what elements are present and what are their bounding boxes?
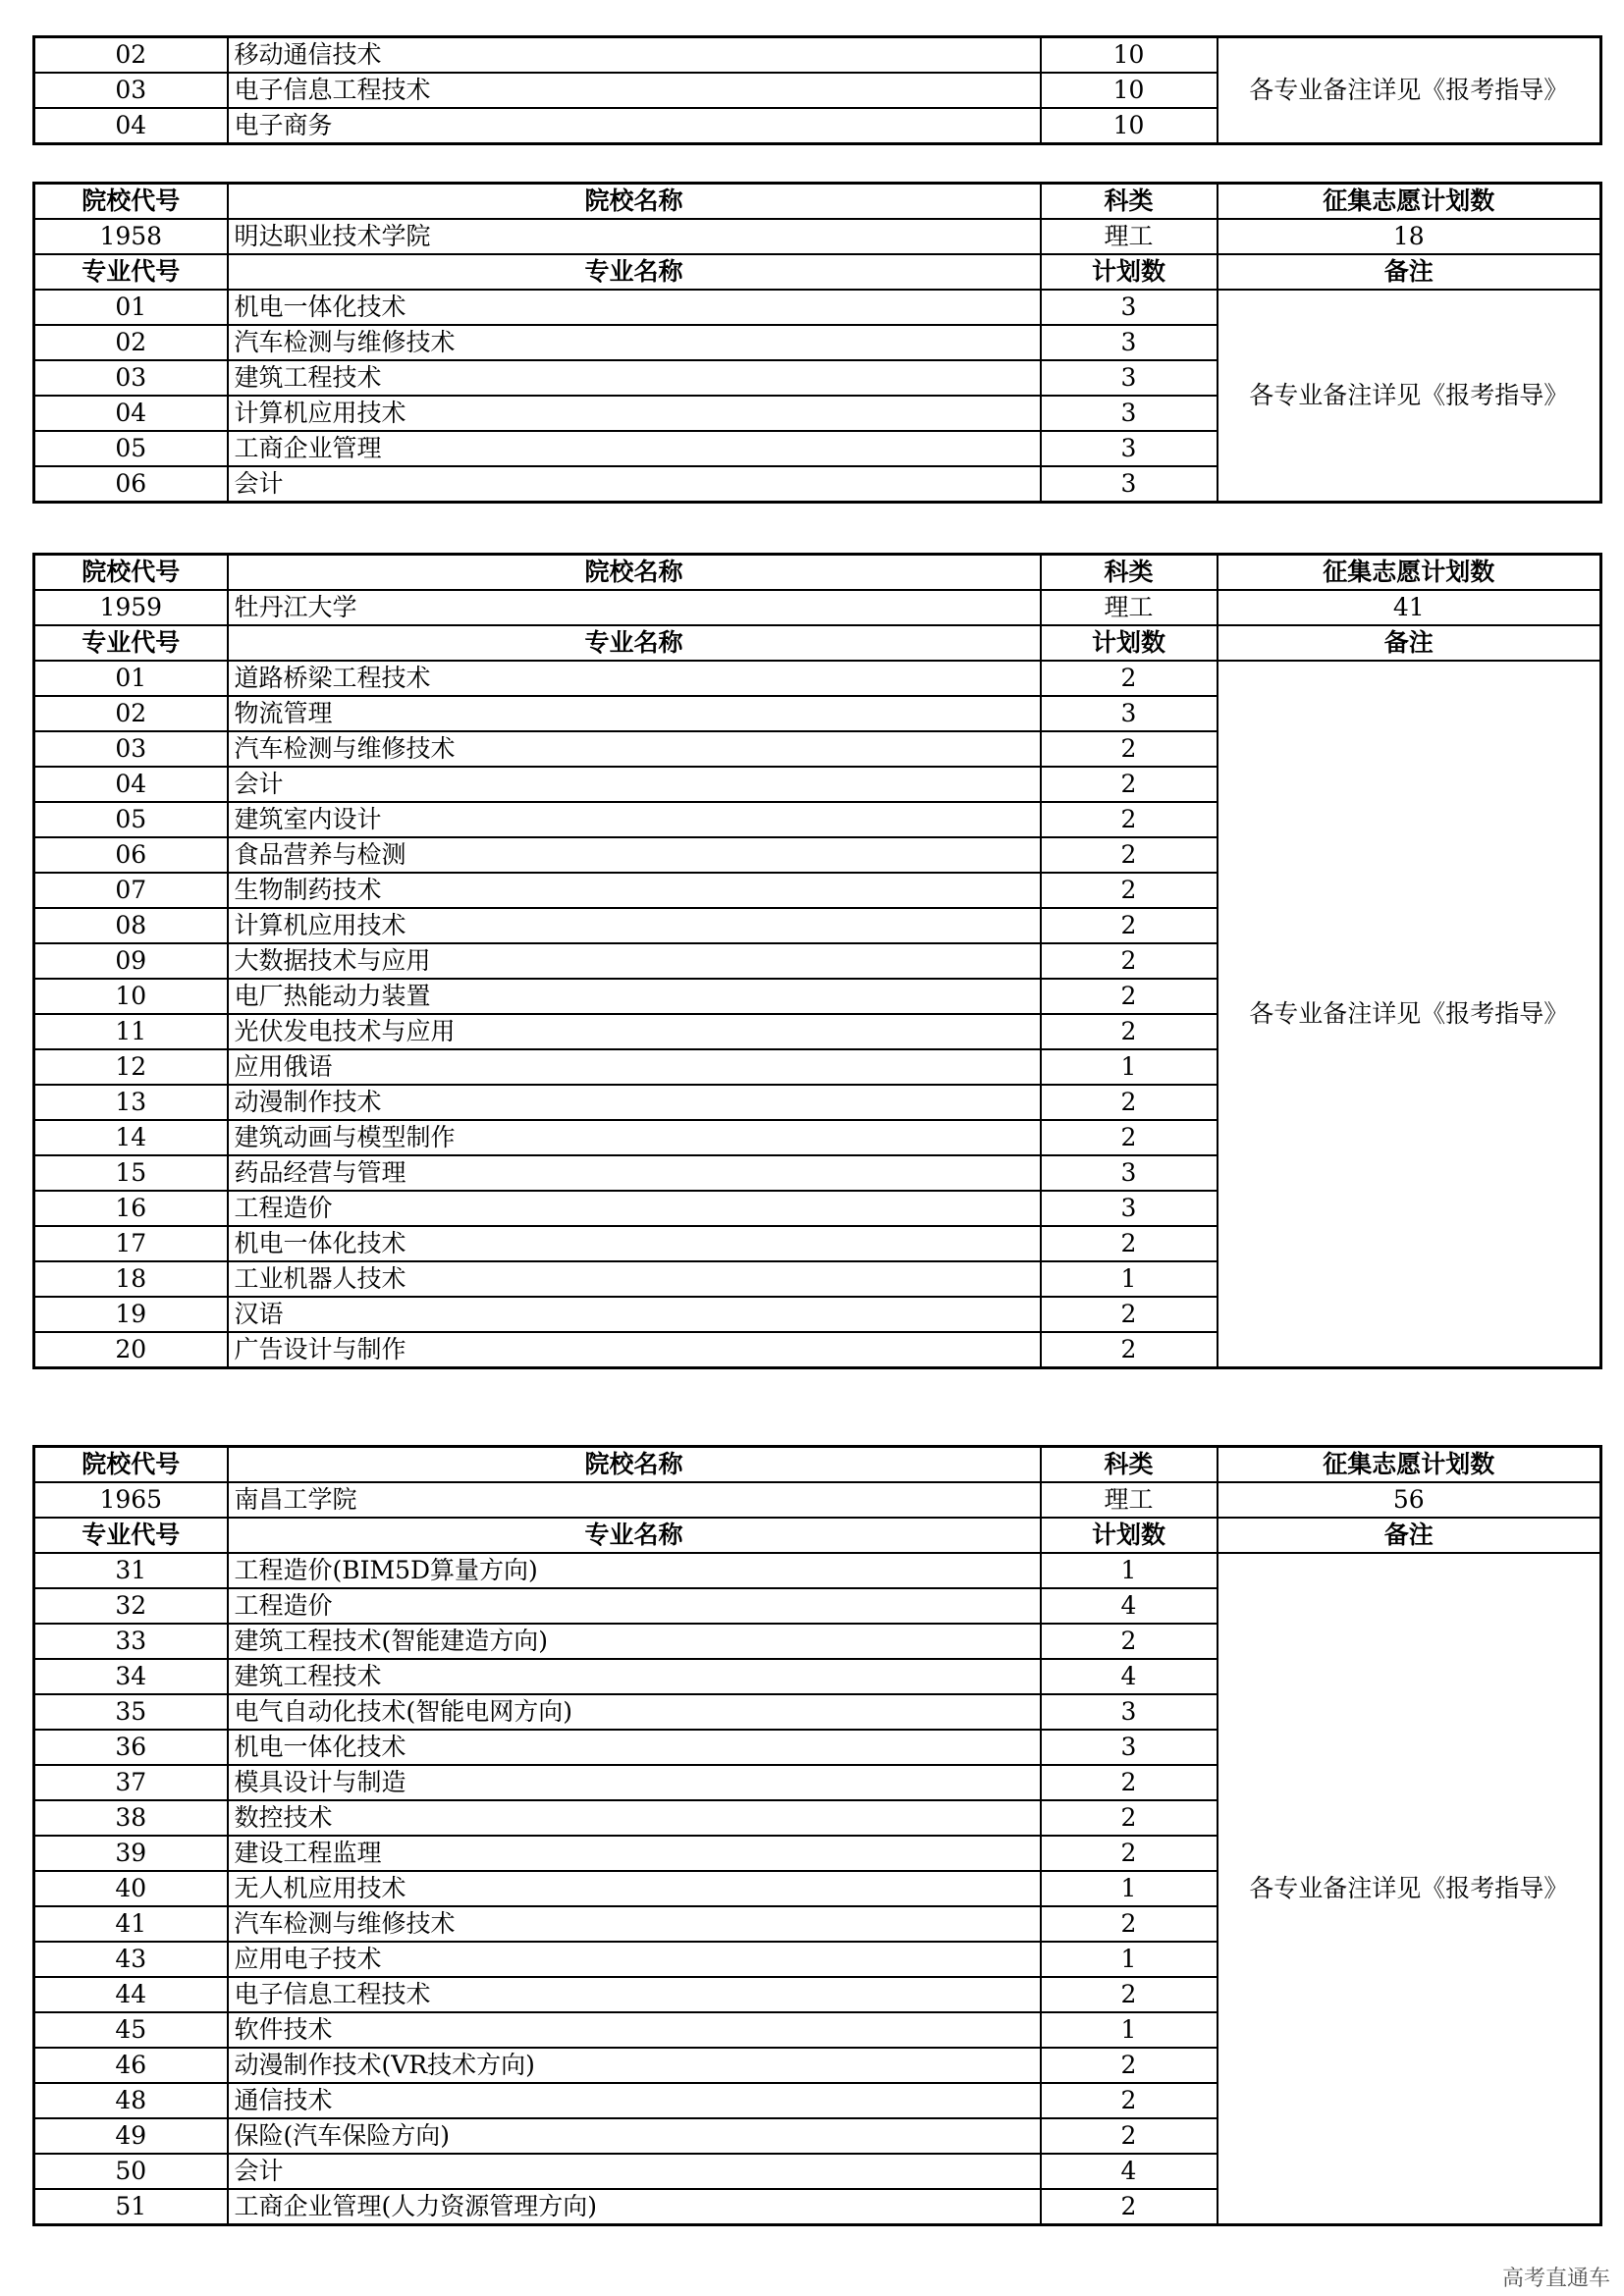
major-code: 37: [34, 1765, 228, 1800]
major-code: 08: [34, 908, 228, 943]
major-code: 20: [34, 1332, 228, 1368]
major-name: 汽车检测与维修技术: [228, 325, 1041, 360]
major-header-row: [34, 1518, 1601, 1553]
major-name: 汽车检测与维修技术: [228, 731, 1041, 767]
watermark-text: 高考直通车: [1501, 2267, 1610, 2291]
major-name: 建筑工程技术: [228, 360, 1041, 396]
major-code: 02: [34, 37, 228, 74]
major-code: 34: [34, 1659, 228, 1694]
major-name: 工程造价: [228, 1588, 1041, 1624]
major-plan: 1: [1041, 1049, 1218, 1085]
school-info-row: [34, 219, 1601, 254]
major-code: 45: [34, 2012, 228, 2048]
major-plan: 2: [1041, 731, 1218, 767]
major-name: 无人机应用技术: [228, 1871, 1041, 1906]
major-name: 软件技术: [228, 2012, 1041, 2048]
major-code: 36: [34, 1730, 228, 1765]
major-plan: 3: [1041, 466, 1218, 503]
major-code: 03: [34, 73, 228, 108]
major-plan: 1: [1041, 1942, 1218, 1977]
header-major-code: 专业代号: [34, 254, 228, 290]
major-plan: 2: [1041, 1836, 1218, 1871]
table-row: [34, 290, 1601, 325]
major-name: 食品营养与检测: [228, 837, 1041, 873]
header-category: 科类: [1041, 555, 1218, 591]
school-name: 南昌工学院: [228, 1482, 1041, 1518]
major-plan: 3: [1041, 1155, 1218, 1191]
school-category: 理工: [1041, 1482, 1218, 1518]
school-name: 牡丹江大学: [228, 590, 1041, 625]
major-code: 04: [34, 108, 228, 144]
major-plan: 1: [1041, 2012, 1218, 2048]
major-code: 11: [34, 1014, 228, 1049]
header-major-code: 专业代号: [34, 625, 228, 661]
major-plan: 2: [1041, 2189, 1218, 2225]
remark-note: 各专业备注详见《报考指导》: [1218, 1553, 1601, 2225]
major-name: 工程造价(BIM5D算量方向): [228, 1553, 1041, 1588]
major-name: 电厂热能动力装置: [228, 979, 1041, 1014]
major-plan: 2: [1041, 1906, 1218, 1942]
major-code: 39: [34, 1836, 228, 1871]
major-plan: 1: [1041, 1871, 1218, 1906]
major-name: 保险(汽车保险方向): [228, 2118, 1041, 2154]
major-name: 机电一体化技术: [228, 290, 1041, 325]
major-plan: 2: [1041, 1765, 1218, 1800]
major-code: 02: [34, 696, 228, 731]
school-header-row: [34, 555, 1601, 591]
header-category: 科类: [1041, 184, 1218, 220]
major-plan: 2: [1041, 1297, 1218, 1332]
major-code: 15: [34, 1155, 228, 1191]
header-major-name: 专业名称: [228, 254, 1041, 290]
header-remark: 备注: [1218, 254, 1601, 290]
major-code: 17: [34, 1226, 228, 1261]
major-header-row: [34, 254, 1601, 290]
major-code: 03: [34, 360, 228, 396]
major-name: 电气自动化技术(智能电网方向): [228, 1694, 1041, 1730]
school-category: 理工: [1041, 219, 1218, 254]
header-major-code: 专业代号: [34, 1518, 228, 1553]
major-plan: 4: [1041, 1659, 1218, 1694]
major-plan: 2: [1041, 1800, 1218, 1836]
major-plan: 3: [1041, 290, 1218, 325]
major-code: 03: [34, 731, 228, 767]
major-name: 工商企业管理: [228, 431, 1041, 466]
major-plan: 1: [1041, 1261, 1218, 1297]
remark-note: 各专业备注详见《报考指导》: [1218, 37, 1601, 144]
major-plan: 3: [1041, 1694, 1218, 1730]
major-name: 工程造价: [228, 1191, 1041, 1226]
major-code: 48: [34, 2083, 228, 2118]
major-code: 05: [34, 802, 228, 837]
school-code: 1958: [34, 219, 228, 254]
school-code: 1959: [34, 590, 228, 625]
school-table: [32, 1445, 1602, 2226]
major-header-row: [34, 625, 1601, 661]
major-plan: 3: [1041, 696, 1218, 731]
header-school-code: 院校代号: [34, 1447, 228, 1483]
header-school-name: 院校名称: [228, 184, 1041, 220]
major-name: 移动通信技术: [228, 37, 1041, 74]
major-name: 会计: [228, 767, 1041, 802]
school-table: [32, 35, 1602, 145]
major-code: 35: [34, 1694, 228, 1730]
major-plan: 3: [1041, 431, 1218, 466]
major-code: 07: [34, 873, 228, 908]
major-plan: 2: [1041, 908, 1218, 943]
major-name: 计算机应用技术: [228, 908, 1041, 943]
major-code: 41: [34, 1906, 228, 1942]
major-code: 51: [34, 2189, 228, 2225]
header-plan-total: 征集志愿计划数: [1218, 1447, 1601, 1483]
major-code: 16: [34, 1191, 228, 1226]
major-code: 32: [34, 1588, 228, 1624]
major-name: 汉语: [228, 1297, 1041, 1332]
header-school-name: 院校名称: [228, 1447, 1041, 1483]
major-name: 建筑工程技术: [228, 1659, 1041, 1694]
major-name: 建筑室内设计: [228, 802, 1041, 837]
major-name: 动漫制作技术(VR技术方向): [228, 2048, 1041, 2083]
remark-note: 各专业备注详见《报考指导》: [1218, 661, 1601, 1368]
major-name: 建筑工程技术(智能建造方向): [228, 1624, 1041, 1659]
major-plan: 10: [1041, 108, 1218, 144]
school-header-row: [34, 1447, 1601, 1483]
major-name: 电子信息工程技术: [228, 73, 1041, 108]
major-name: 计算机应用技术: [228, 396, 1041, 431]
major-code: 01: [34, 661, 228, 696]
school-code: 1965: [34, 1482, 228, 1518]
major-code: 50: [34, 2154, 228, 2189]
major-name: 道路桥梁工程技术: [228, 661, 1041, 696]
major-plan: 2: [1041, 873, 1218, 908]
header-major-name: 专业名称: [228, 625, 1041, 661]
major-name: 电子商务: [228, 108, 1041, 144]
school-info-row: [34, 590, 1601, 625]
school-plan-total: 18: [1218, 219, 1601, 254]
header-plan-total: 征集志愿计划数: [1218, 184, 1601, 220]
header-school-name: 院校名称: [228, 555, 1041, 591]
major-name: 工业机器人技术: [228, 1261, 1041, 1297]
major-name: 建筑动画与模型制作: [228, 1120, 1041, 1155]
major-code: 06: [34, 837, 228, 873]
header-plan: 计划数: [1041, 1518, 1218, 1553]
major-name: 广告设计与制作: [228, 1332, 1041, 1368]
major-code: 12: [34, 1049, 228, 1085]
major-name: 物流管理: [228, 696, 1041, 731]
major-plan: 2: [1041, 1120, 1218, 1155]
major-name: 工商企业管理(人力资源管理方向): [228, 2189, 1041, 2225]
major-name: 生物制药技术: [228, 873, 1041, 908]
major-code: 02: [34, 325, 228, 360]
major-plan: 4: [1041, 2154, 1218, 2189]
major-name: 应用电子技术: [228, 1942, 1041, 1977]
major-name: 汽车检测与维修技术: [228, 1906, 1041, 1942]
major-plan: 2: [1041, 1226, 1218, 1261]
major-name: 机电一体化技术: [228, 1226, 1041, 1261]
header-remark: 备注: [1218, 1518, 1601, 1553]
school-table: [32, 553, 1602, 1369]
major-code: 09: [34, 943, 228, 979]
major-plan: 2: [1041, 2118, 1218, 2154]
header-category: 科类: [1041, 1447, 1218, 1483]
major-code: 10: [34, 979, 228, 1014]
major-name: 大数据技术与应用: [228, 943, 1041, 979]
major-code: 01: [34, 290, 228, 325]
school-table: [32, 182, 1602, 504]
header-school-code: 院校代号: [34, 184, 228, 220]
major-code: 46: [34, 2048, 228, 2083]
school-plan-total: 41: [1218, 590, 1601, 625]
major-name: 机电一体化技术: [228, 1730, 1041, 1765]
table-row: [34, 37, 1601, 74]
major-plan: 2: [1041, 2048, 1218, 2083]
school-info-row: [34, 1482, 1601, 1518]
major-name: 动漫制作技术: [228, 1085, 1041, 1120]
major-name: 会计: [228, 466, 1041, 503]
major-code: 44: [34, 1977, 228, 2012]
major-plan: 2: [1041, 979, 1218, 1014]
major-plan: 2: [1041, 1624, 1218, 1659]
school-plan-total: 56: [1218, 1482, 1601, 1518]
major-plan: 2: [1041, 1014, 1218, 1049]
school-header-row: [34, 184, 1601, 220]
major-plan: 2: [1041, 2083, 1218, 2118]
major-name: 会计: [228, 2154, 1041, 2189]
major-plan: 2: [1041, 1085, 1218, 1120]
header-plan-total: 征集志愿计划数: [1218, 555, 1601, 591]
major-plan: 3: [1041, 1191, 1218, 1226]
major-name: 电子信息工程技术: [228, 1977, 1041, 2012]
major-code: 05: [34, 431, 228, 466]
major-name: 数控技术: [228, 1800, 1041, 1836]
school-category: 理工: [1041, 590, 1218, 625]
major-plan: 2: [1041, 767, 1218, 802]
major-plan: 2: [1041, 943, 1218, 979]
major-code: 31: [34, 1553, 228, 1588]
major-code: 06: [34, 466, 228, 503]
school-name: 明达职业技术学院: [228, 219, 1041, 254]
major-plan: 3: [1041, 360, 1218, 396]
major-plan: 2: [1041, 1977, 1218, 2012]
major-name: 药品经营与管理: [228, 1155, 1041, 1191]
header-plan: 计划数: [1041, 254, 1218, 290]
major-code: 14: [34, 1120, 228, 1155]
major-code: 04: [34, 396, 228, 431]
major-plan: 3: [1041, 325, 1218, 360]
major-code: 19: [34, 1297, 228, 1332]
table-row: [34, 661, 1601, 696]
major-code: 18: [34, 1261, 228, 1297]
header-remark: 备注: [1218, 625, 1601, 661]
major-plan: 1: [1041, 1553, 1218, 1588]
major-name: 建设工程监理: [228, 1836, 1041, 1871]
major-plan: 2: [1041, 1332, 1218, 1368]
major-code: 49: [34, 2118, 228, 2154]
major-plan: 3: [1041, 396, 1218, 431]
major-code: 04: [34, 767, 228, 802]
major-plan: 2: [1041, 661, 1218, 696]
major-code: 33: [34, 1624, 228, 1659]
header-school-code: 院校代号: [34, 555, 228, 591]
major-code: 13: [34, 1085, 228, 1120]
major-code: 40: [34, 1871, 228, 1906]
major-code: 43: [34, 1942, 228, 1977]
major-name: 模具设计与制造: [228, 1765, 1041, 1800]
header-plan: 计划数: [1041, 625, 1218, 661]
table-row: [34, 1553, 1601, 1588]
major-name: 应用俄语: [228, 1049, 1041, 1085]
major-plan: 10: [1041, 73, 1218, 108]
header-major-name: 专业名称: [228, 1518, 1041, 1553]
major-name: 光伏发电技术与应用: [228, 1014, 1041, 1049]
remark-note: 各专业备注详见《报考指导》: [1218, 290, 1601, 503]
major-plan: 3: [1041, 1730, 1218, 1765]
major-plan: 10: [1041, 37, 1218, 74]
major-name: 通信技术: [228, 2083, 1041, 2118]
major-code: 38: [34, 1800, 228, 1836]
major-plan: 2: [1041, 802, 1218, 837]
major-plan: 4: [1041, 1588, 1218, 1624]
major-plan: 2: [1041, 837, 1218, 873]
